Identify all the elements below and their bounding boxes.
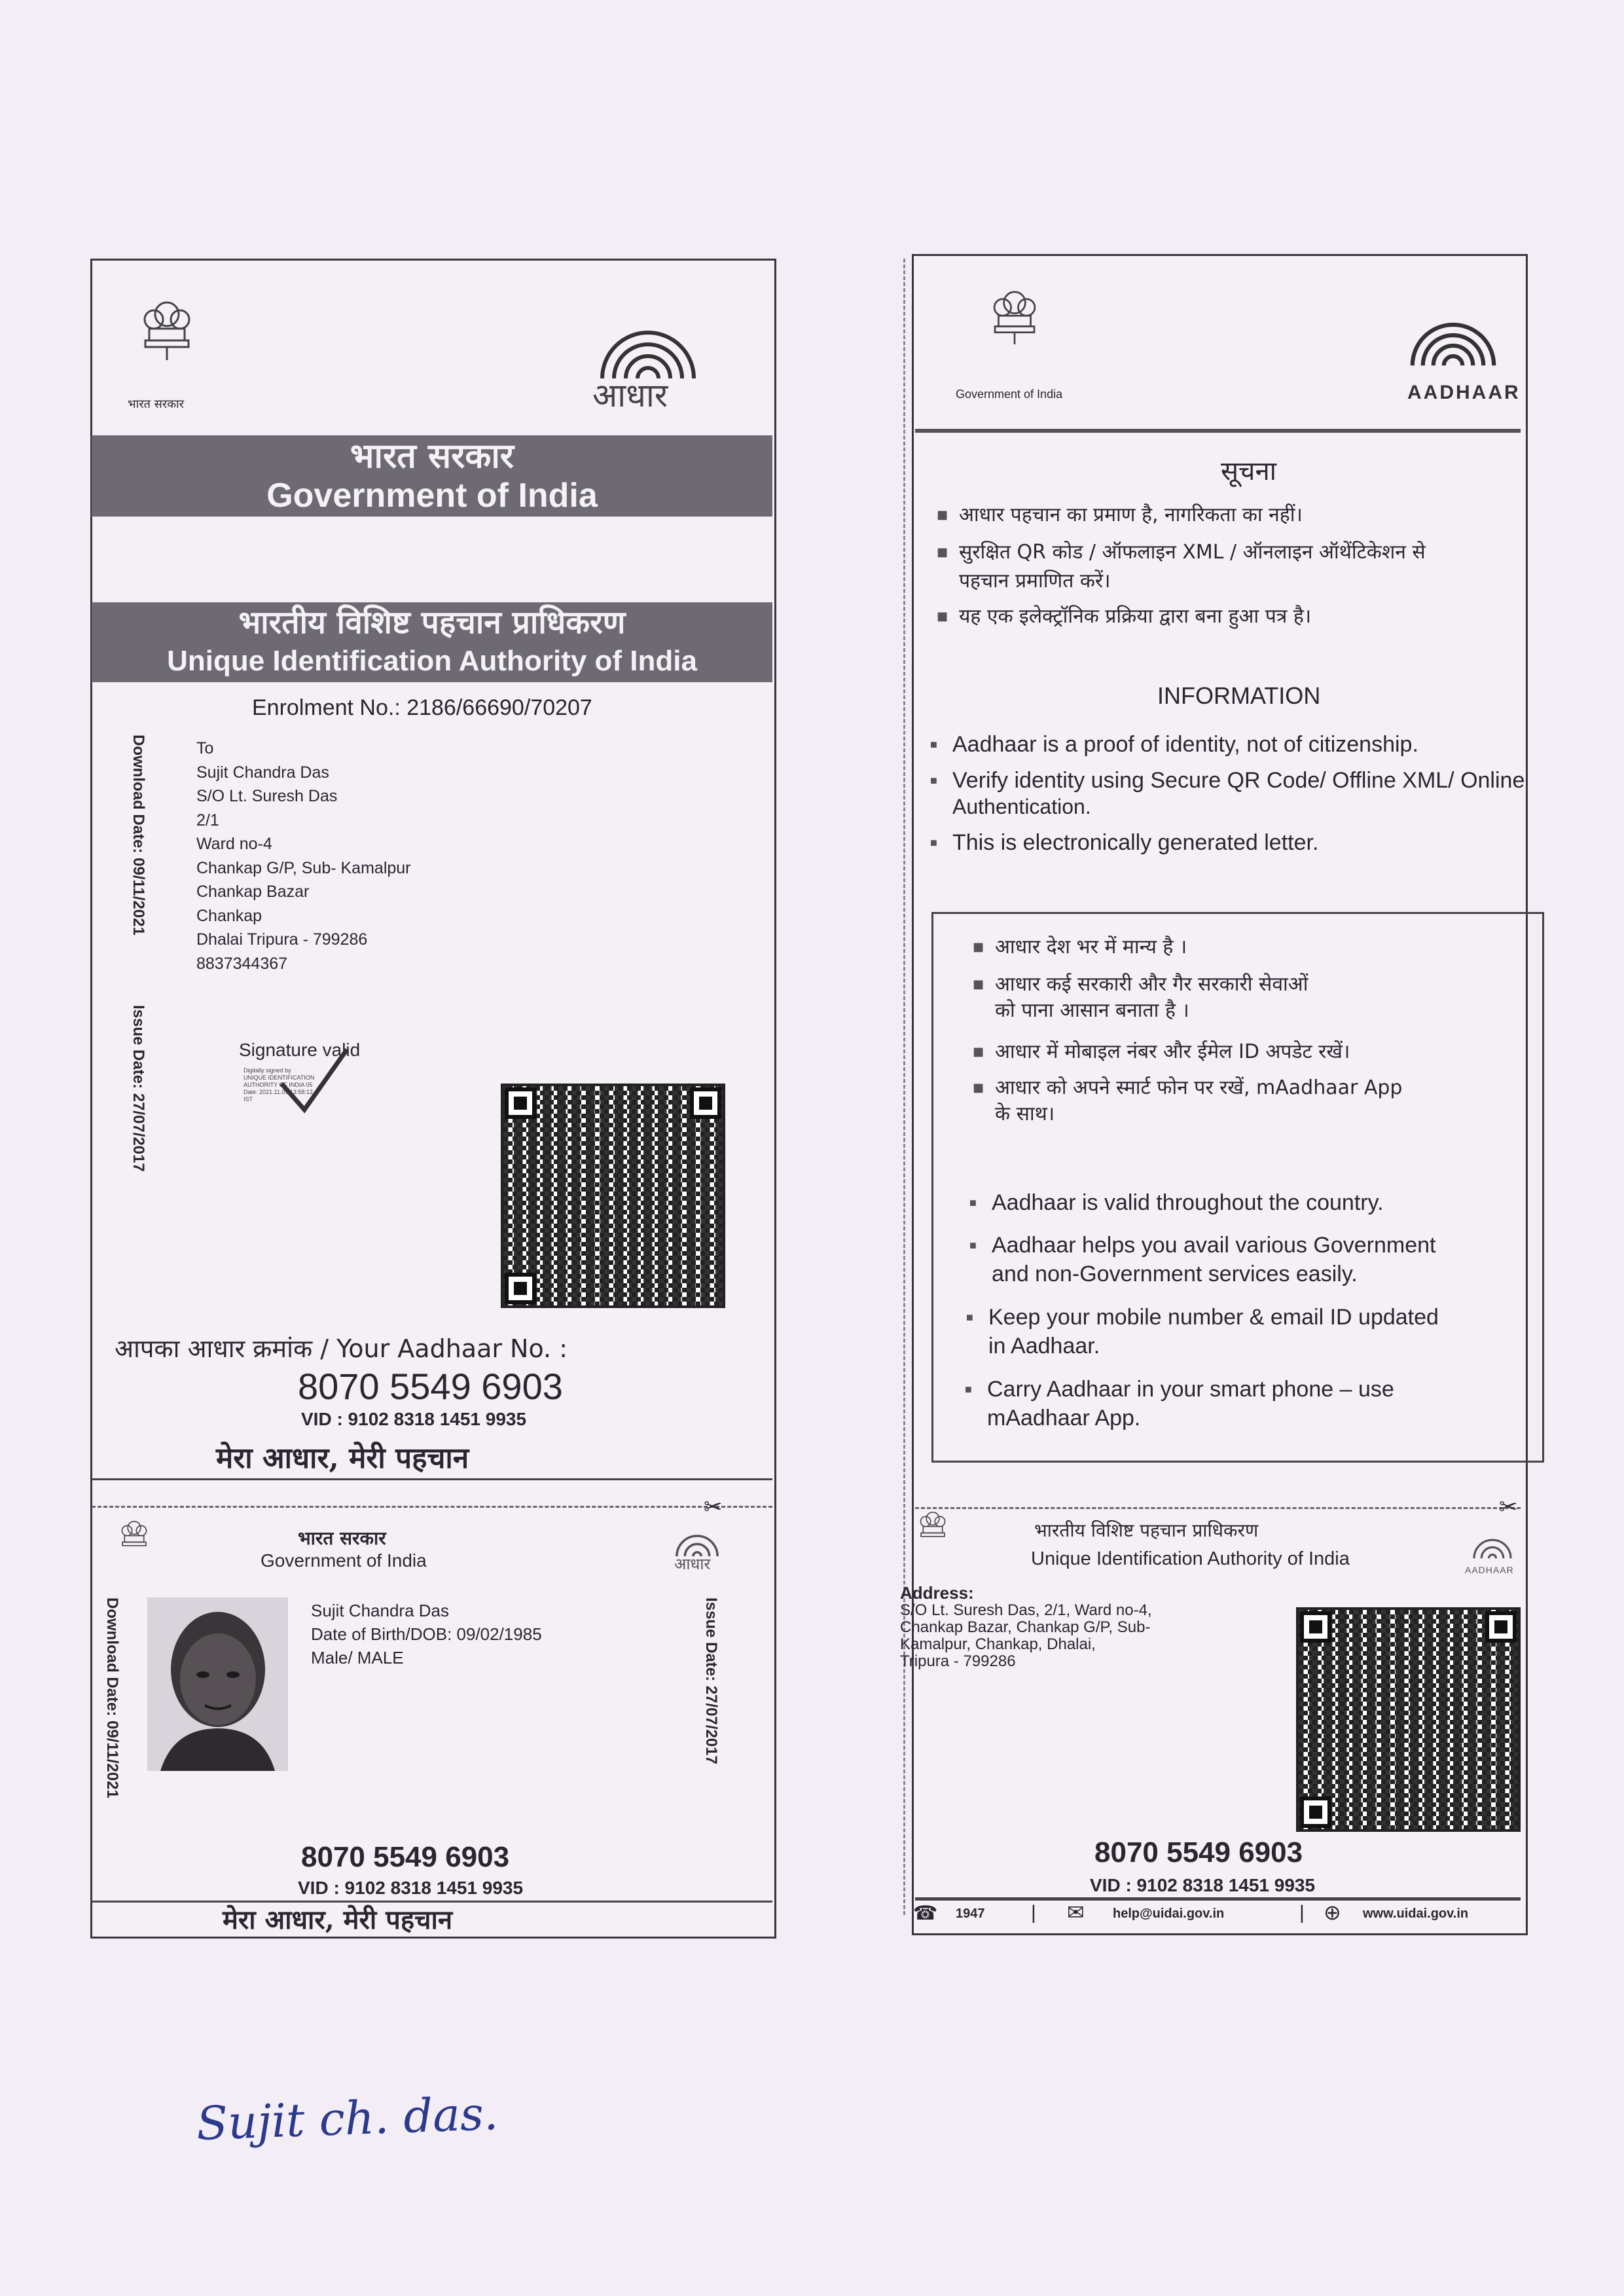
cut-line [92,1506,772,1508]
card-gender: Male/ MALE [311,1648,404,1667]
website-link: www.uidai.gov.in [1363,1906,1469,1921]
card-issue-date: Issue Date: 27/07/2017 [702,1597,720,1764]
box-english-item-continued: and non-Government services easily. [992,1262,1358,1286]
sig-line: IST [244,1096,253,1102]
enrolment-number: Enrolment No.: 2186/66690/70207 [252,695,592,720]
qr-code [501,1084,725,1308]
address-line: 8837344367 [196,954,288,973]
card-vid: VID : 9102 8318 1451 9935 [298,1878,524,1898]
box-english-item: ■ Carry Aadhaar in your smart phone – use [987,1375,1394,1404]
information-title: INFORMATION [1157,682,1321,709]
card-download-date: Download Date: 09/11/2021 [103,1597,121,1798]
box-hindi-item-continued: के साथ। [995,1102,1055,1125]
national-emblem-icon [982,283,1047,358]
info-item-continued: Authentication. [952,795,1091,818]
gov-hindi-heading: भारत सरकार [350,437,514,476]
aadhaar-logo-text: आधार [592,376,668,414]
card-name: Sujit Chandra Das [311,1601,449,1620]
national-emblem-icon [115,1516,154,1561]
scissors-icon: ✂ [704,1495,723,1520]
card-tagline: मेरा आधार, मेरी पहचान [223,1904,453,1935]
emblem-caption: भारत सरकार [128,397,185,411]
box-hindi-item: ■ आधार कई सरकारी और गैर सरकारी सेवाओं [995,970,1308,999]
address-line: Chankap Bazar [196,883,310,901]
uidai-band [92,602,772,682]
cut-line [915,1507,1521,1509]
box-english-item-continued: mAadhaar App. [987,1406,1141,1430]
aadhaar-logo-text: AADHAAR [1407,382,1521,403]
card-vid: VID : 9102 8318 1451 9935 [1090,1875,1316,1895]
box-hindi-item: ■ आधार में मोबाइल नंबर और ईमेल ID अपडेट रखें। [995,1038,1350,1066]
box-hindi-item: ■ आधार को अपने स्मार्ट फोन पर रखें, mAadhaar App [995,1074,1402,1102]
aadhaar-fingerprint-icon [589,321,707,380]
address-line: Chankap [196,906,262,925]
header-rule [915,429,1521,433]
issue-date: Issue Date: 27/07/2017 [130,1005,147,1172]
card-address [900,1602,1152,1670]
suchna-item: ■ यह एक इलेक्ट्रॉनिक प्रक्रिया द्वारा बना हुआ पत्र है। [959,602,1311,631]
sig-line: UNIQUE IDENTIFICATION [244,1074,315,1081]
sig-line: Date: 2021.11.09 13:58:12 [244,1089,313,1095]
scissors-icon: ✂ [1499,1495,1518,1520]
address-line: S/O Lt. Suresh Das [196,787,338,805]
info-item: ■ Verify identity using Secure QR Code/ Offline XML/ Online [952,766,1525,795]
footer-divider: | [1031,1902,1036,1923]
card-address-line: Chankap Bazar, Chankap G/P, Sub- [900,1618,1151,1636]
address-line: Sujit Chandra Das [196,763,329,782]
box-hindi-item: ■ आधार देश भर में मान्य है । [995,933,1187,962]
suchna-item: ■ आधार पहचान का प्रमाण है, नागरिकता का नहीं। [959,501,1303,530]
separator-line [92,1478,772,1480]
national-emblem-icon [913,1506,952,1553]
card-address-line: Tripura - 799286 [900,1652,1016,1670]
globe-icon: ⊕ [1324,1901,1341,1924]
helpline-email: help@uidai.gov.in [1113,1906,1225,1921]
handwritten-signature: Sujit ch. das. [195,2086,499,2151]
suchna-item: ■ सुरक्षित QR कोड / ऑफलाइन XML / ऑनलाइन ऑथेंटिकेशन से [959,538,1426,567]
box-english-item-continued: in Aadhaar. [988,1334,1100,1358]
box-english-item: ■ Keep your mobile number & email ID updated [988,1303,1439,1332]
card-aadhaar-logo-text: AADHAAR [1465,1565,1514,1575]
card-address-line: S/O Lt. Suresh Das, 2/1, Ward no-4, [900,1601,1152,1619]
address-line: 2/1 [196,811,219,829]
card-uidai-english: Unique Identification Authority of India [1031,1548,1350,1569]
card-dob: Date of Birth/DOB: 09/02/1985 [311,1624,542,1644]
card-gov-hindi: भारत सरकार [298,1527,386,1549]
card-gov-english: Government of India [261,1550,427,1571]
address-line: Ward no-4 [196,835,272,853]
footer-rule [915,1897,1521,1901]
phone-icon: ☎ [913,1903,938,1924]
aadhaar-fingerprint-icon [1466,1535,1519,1559]
holder-photo [147,1597,288,1771]
suchna-title: सूचना [1221,456,1276,486]
gov-english-heading: Government of India [266,477,598,515]
address-line: Chankap G/P, Sub- Kamalpur [196,858,411,877]
card-aadhaar-number: 8070 5549 6903 [1094,1836,1303,1868]
download-date: Download Date: 09/11/2021 [130,735,147,936]
card-address-line: Kamalpur, Chankap, Dhalai, [900,1635,1096,1653]
uidai-hindi-heading: भारतीय विशिष्ट पहचान प्राधिकरण [238,604,626,641]
card-qr-code [1296,1607,1521,1832]
footer-divider: | [1299,1902,1305,1923]
national-emblem-icon [131,295,203,373]
recipient-address [196,737,411,975]
address-line: Dhalai Tripura - 799286 [196,930,368,949]
sig-line: Digitally signed by [244,1067,291,1074]
card-aadhaar-logo-text: आधार [674,1555,711,1573]
helpline-number: 1947 [956,1906,985,1921]
vid-number: VID : 9102 8318 1451 9935 [301,1409,527,1429]
tagline: मेरा आधार, मेरी पहचान [216,1442,469,1475]
your-aadhaar-label: आपका आधार क्रमांक / Your Aadhaar No. : [115,1334,568,1363]
info-item: ■ Aadhaar is a proof of identity, not of citizenship. [952,730,1418,759]
suchna-item-continued: पहचान प्रमाणित करें। [959,570,1111,592]
card-aadhaar-number: 8070 5549 6903 [301,1841,510,1873]
sig-line: AUTHORITY OF INDIA 05 [244,1082,313,1088]
aadhaar-fingerprint-icon [1401,314,1506,367]
gov-caption: Government of India [956,388,1063,401]
aadhaar-number: 8070 5549 6903 [298,1366,563,1407]
signature-check-icon [275,1044,353,1116]
card-uidai-hindi: भारतीय विशिष्ट पहचान प्राधिकरण [1034,1520,1259,1541]
address-line: To [196,739,214,757]
box-english-item: ■ Aadhaar helps you avail various Government [992,1231,1436,1260]
address-label: Address: [900,1583,974,1603]
government-of-india-band [92,435,772,517]
uidai-english-heading: Unique Identification Authority of India [167,645,697,677]
info-item: ■ This is electronically generated letter. [952,828,1318,857]
box-english-item: ■ Aadhaar is valid throughout the country. [992,1188,1384,1217]
signature-valid-label: Signature valid [239,1040,361,1060]
email-icon: ✉ [1067,1901,1085,1924]
box-hindi-item-continued: को पाना आसान बनाता है । [995,999,1189,1022]
